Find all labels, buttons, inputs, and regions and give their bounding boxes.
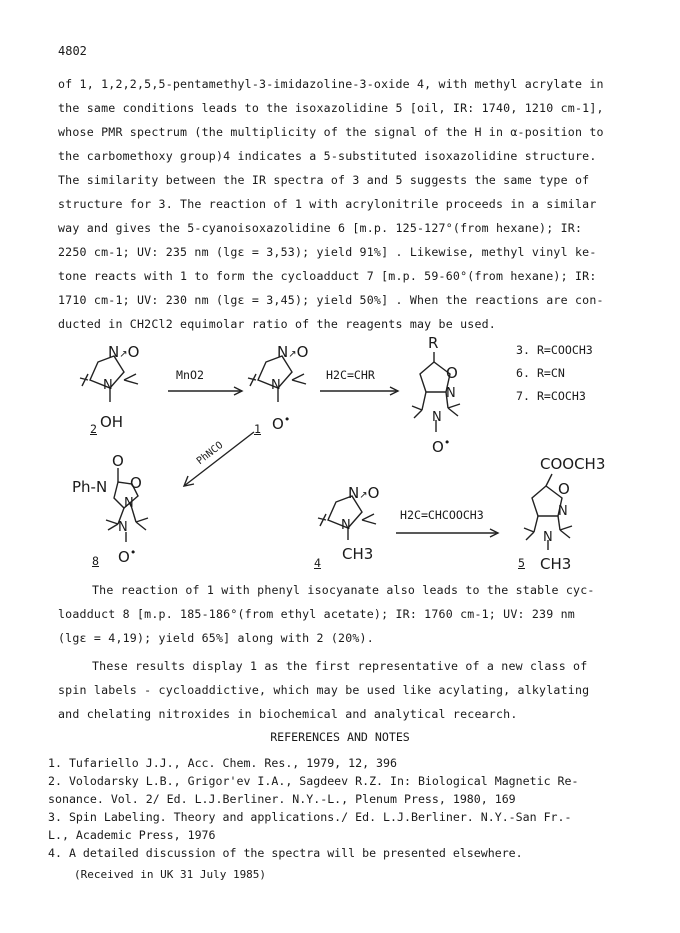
- text-line: way and gives the 5-cyanoisoxazolidine 6 [m.p. 125-127°(from hexane); IR:: [58, 221, 583, 235]
- text-line: the carbomethoxy group)4 indicates a 5-substituted isoxazolidine structure.: [58, 149, 597, 163]
- nitrogen-atom: N: [543, 530, 553, 545]
- nitrogen-atom: N: [432, 410, 442, 425]
- carbonyl-oxygen: O: [112, 452, 124, 470]
- references-heading: REFERENCES AND NOTES: [270, 730, 410, 744]
- carbomethoxy-group: COOCH3: [540, 455, 606, 473]
- r-definition-3: 3. R=COOCH3: [516, 343, 593, 357]
- nitrogen-atom: N: [118, 520, 128, 535]
- reference-item: 2. Volodarsky L.B., Grigor'ev I.A., Sagdeev R.Z. In: Biological Magnetic Re-: [48, 774, 579, 788]
- reagent-mno2: MnO2: [176, 368, 204, 382]
- reference-item: 4. A detailed discussion of the spectra will be presented elsewhere.: [48, 846, 523, 860]
- nitroxide-oxygen: O•: [432, 436, 451, 456]
- text-line: 2250 cm-1; UV: 235 nm (lgε = 3,53); yield 91%] . Likewise, methyl vinyl ke-: [58, 245, 597, 259]
- hydroxyl-group: OH: [100, 413, 124, 431]
- substituent-r: R: [428, 334, 439, 352]
- compound-label-1: 1: [254, 422, 261, 436]
- text-line: and chelating nitroxides in biochemical and analytical recearch.: [58, 707, 518, 721]
- text-line: These results display 1 as the first representative of a new class of: [92, 659, 588, 673]
- text-line: (lgε = 4,19); yield 65%] along with 2 (20%).: [58, 631, 374, 645]
- text-line: whose PMR spectrum (the multiplicity of the signal of the H in α-position to: [58, 125, 604, 139]
- ring-oxygen: O: [130, 474, 142, 492]
- text-line: the same conditions leads to the isoxazolidine 5 [oil, IR: 1740, 1210 cm-1],: [58, 101, 604, 115]
- reagent-phnco: PhNCO: [194, 439, 226, 468]
- n-oxide-atom: N↗O: [348, 484, 380, 502]
- r-definition-6: 6. R=CN: [516, 366, 565, 380]
- arrow-3: [396, 528, 500, 538]
- reagent-alkene: H2C=CHR: [326, 368, 375, 382]
- text-line: loadduct 8 [m.p. 185-186°(from ethyl acetate); IR: 1760 cm-1; UV: 239 nm: [58, 607, 575, 621]
- methyl-group: CH3: [342, 545, 374, 563]
- text-line: tone reacts with 1 to form the cycloadduct 7 [m.p. 59-60°(from hexane); IR:: [58, 269, 597, 283]
- n-oxide-atom: N↗O: [108, 343, 140, 361]
- ring-nitrogen: N: [446, 386, 456, 401]
- n-oxide-atom: N↗O: [277, 343, 309, 361]
- text-line: The similarity between the IR spectra of 3 and 5 suggests the same type of: [58, 173, 590, 187]
- nitroxide-oxygen: O•: [272, 413, 291, 433]
- reference-item: sonance. Vol. 2/ Ed. L.J.Berliner. N.Y.-L., Plenum Press, 1980, 169: [48, 792, 516, 806]
- page-number: 4802: [58, 44, 87, 58]
- ring-oxygen: O: [558, 480, 570, 498]
- reference-item: 3. Spin Labeling. Theory and applications./ Ed. L.J.Berliner. N.Y.-San Fr.-: [48, 810, 572, 824]
- text-line: ducted in CH2Cl2 equimolar ratio of the reagents may be used.: [58, 317, 496, 331]
- text-line: structure for 3. The reaction of 1 with acrylonitrile proceeds in a similar: [58, 197, 597, 211]
- reference-item: L., Academic Press, 1976: [48, 828, 216, 842]
- methyl-group: CH3: [540, 555, 572, 573]
- text-line: of 1, 1,2,2,5,5-pentamethyl-3-imidazoline-3-oxide 4, with methyl acrylate in: [58, 77, 604, 91]
- arrow-2: [320, 386, 400, 396]
- text-line: spin labels - cycloaddictive, which may be used like acylating, alkylating: [58, 683, 590, 697]
- compound-label-8: 8: [92, 554, 99, 568]
- r-definition-7: 7. R=COCH3: [516, 389, 586, 403]
- ring-nitrogen: N: [124, 496, 134, 511]
- nitroxide-oxygen: O•: [118, 546, 137, 566]
- nitrogen-atom: N: [341, 518, 351, 533]
- reference-item: 1. Tufariello J.J., Acc. Chem. Res., 1979, 12, 396: [48, 756, 398, 770]
- ring-nitrogen: N: [558, 504, 568, 519]
- compound-label-2: 2: [90, 422, 97, 436]
- phenyl-nitrogen: Ph-N: [72, 478, 108, 496]
- text-line: 1710 cm-1; UV: 230 nm (lgε = 3,45); yield 50%] . When the reactions are con-: [58, 293, 604, 307]
- compound-label-4: 4: [314, 556, 321, 570]
- arrow-1: [168, 386, 244, 396]
- reagent-acrylate: H2C=CHCOOCH3: [400, 508, 484, 522]
- received-date: (Received in UK 31 July 1985): [74, 868, 267, 881]
- text-line: The reaction of 1 with phenyl isocyanate also leads to the stable cyc-: [92, 583, 595, 597]
- ring-oxygen: O: [446, 364, 458, 382]
- compound-label-5: 5: [518, 556, 525, 570]
- nitrogen-atom: N: [271, 378, 281, 393]
- nitrogen-atom: N: [103, 378, 113, 393]
